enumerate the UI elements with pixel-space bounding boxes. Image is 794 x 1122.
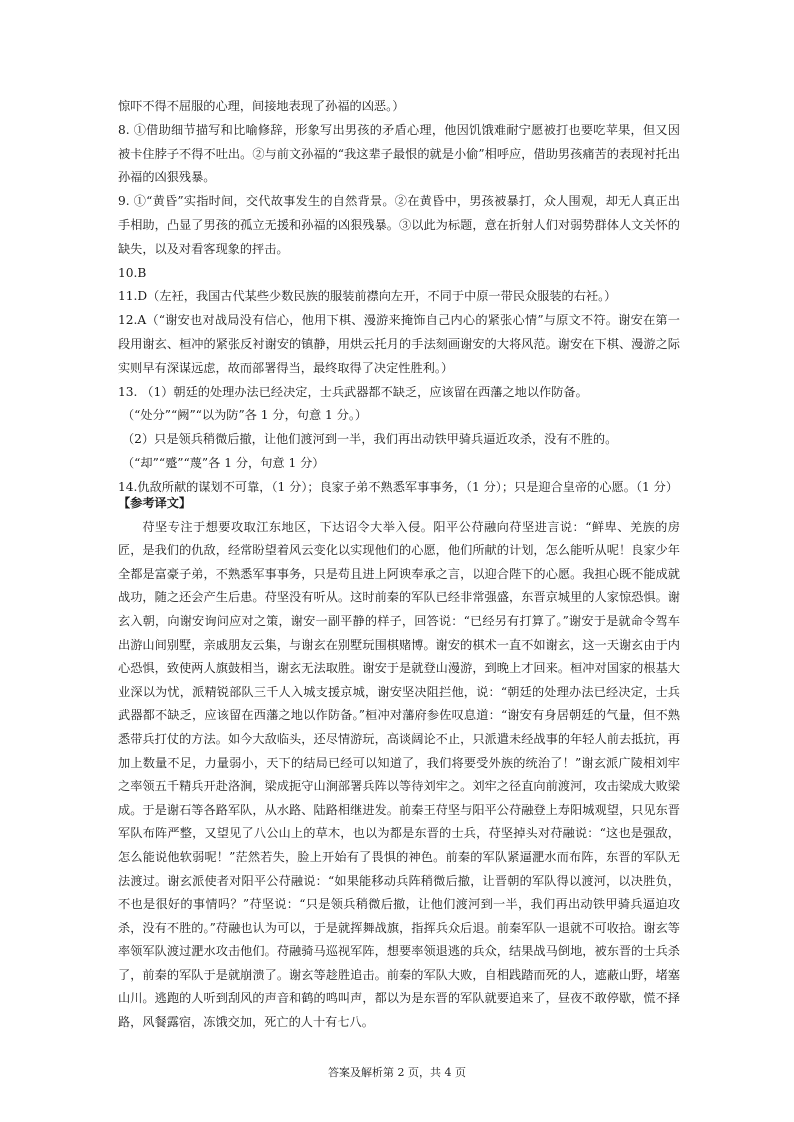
answer-13-part2-scoring: （“却”“蹙”“蔑”各 1 分，句意 1 分） — [122, 455, 325, 470]
answer-14: 14.仇敌所献的谋划不可靠，（1 分）；良家子弟不熟悉军事事务，（1 分）；只是迎合皇帝的心愿。（1 分） — [118, 479, 679, 494]
answer-section — [118, 95, 680, 500]
answer-7-tail: 惊吓不得不屈服的心理，间接地表现了孙福的凶恶。） — [118, 99, 405, 113]
answer-11: 11.D（左衽，我国古代某些少数民族的服装前襟向左开，不同于中原一带民众服装的右衽。） — [118, 289, 617, 304]
answer-10: 10.B — [118, 265, 147, 280]
reference-translation — [118, 492, 680, 1035]
translation-body: 苻坚专注于想要攻取江东地区，下达诏令大举入侵。阳平公苻融向苻坚进言说：“鲜卑、羌族的房匠，是我们的仇敌，经常盼望着风云变化以实现他们的心愿，他们所献的计划，怎么能听从呢！良家少年全都是富豪子弟，不熟悉军事事务，只是苟且进上阿谀奉承之言，以迎合陛下的心愿。我担心既不能成就战功，随之还会产生后患。苻坚没有听从。这时前秦的军队已经非常强盛，东晋京城里的人家惊恐惧。谢玄入朝，向谢安询问应对之策，谢安一副平静的样子，回答说：“已经另有打算了。”谢安于是就命令驾车出游山间别墅，亲戚朋友云集，与谢玄在别墅玩围棋赌博。谢安的棋术一直不如谢玄，这一天谢玄由于内心恐惧，致使两人旗鼓相当，谢玄无法取胜。谢安于是就登山漫游，到晚上才回来。桓冲对国家的根基大业深以为忧，派精锐部队三千人入城支援京城，谢安坚决阻拦他，说：“朝廷的处理办法已经决定，士兵武器都不缺乏，应该留在西藩之地以作防备。”桓冲对藩府参佐叹息道：“谢安有身居朝廷的气量，但不熟悉带兵打仗的方法。如今大敌临头，还尽情游玩，高谈阔论不止，只派遣未经战事的年轻人前去抵抗，再加上数量不足，力量弱小，天下的结局已经可以知道了，我们将要受外族的统治了！”谢玄派广陵相刘牢之率领五千精兵开赴洛涧，梁成扼守山涧部署兵阵以等待刘牢之。刘牢之径直向前渡河，攻击梁成大败梁成。于是谢石等各路军队，从水路、陆路相继进发。前秦王苻坚与阳平公苻融登上寿阳城观望，只见东晋军队布阵严整，又望见了八公山上的草木，也以为都是东晋的士兵，苻坚掉头对苻融说：“这也是强敌，怎么能说他软弱呢！”茫然若失，脸上开始有了畏惧的神色。前秦的军队紧逼淝水而布阵，东晋的军队无法渡过。谢玄派使者对阳平公苻融说：“如果能移动兵阵稍微后撤，让晋朝的军队得以渡河，以决胜负，不也是很好的事情吗？”苻坚说：“只是领兵稍微后撤，让他们渡河到一半，我们再出动铁甲骑兵逼迫攻杀，没有不胜的。”苻融也认为可以，于是就挥舞战旗，指挥兵众后退。前秦军队一退就不可收拾。谢玄等率领军队渡过淝水攻击他们。苻融骑马巡视军阵，想要率领退逃的兵众，结果战马倒地，被东晋的士兵杀了，前秦的军队于是就崩溃了。谢玄等趁胜追击。前秦的军队大败，自相践踏而死的人，遮蔽山野，堵塞山川。逃跑的人听到刮风的声音和鹤的鸣叫声，都以为是东晋的军队就要追来了，昼夜不敢停歇，慌不择路，风餐露宿，冻饿交加，死亡的人十有七八。 — [118, 519, 680, 1030]
translation-heading: 【参考译文】 — [118, 496, 192, 510]
page-footer: 答案及解析第 2 页，共 4 页 — [328, 1066, 466, 1079]
answer-13-part2: （2）只是领兵稍微后撤，让他们渡河到一半，我们再出动铁甲骑兵逼近攻杀，没有不胜的。 — [122, 432, 618, 447]
answer-8: 8. ①借助细节描写和比喻修辞，形象写出男孩的矛盾心理，他因饥饿难耐宁愿被打也要吃苹果，但又因被卡住脖子不得不吐出。②与前文孙福的“我这辈子最恨的就是小偷”相呼应，借助男孩痛苦的表现衬托出孙福的凶狠残暴。 — [118, 122, 680, 185]
answer-13-part1: 13. （1）朝廷的处理办法已经决定，士兵武器都不缺乏，应该留在西藩之地以作防备。 — [118, 384, 588, 399]
answer-13-part1-scoring: （“处分”“阙”“以为防”各 1 分，句意 1 分。） — [122, 408, 368, 423]
answer-9: 9. ①“黄昏”实指时间，交代故事发生的自然背景。②在黄昏中，男孩被暴打，众人围观，却无人真正出手相助，凸显了男孩的孤立无援和孙福的凶狠残暴。③以此为标题，意在折射人们对弱势群体人文关怀的缺失，以及对看客现象的抨击。 — [118, 194, 680, 256]
answer-12: 12.A（“谢安也对战局没有信心，他用下棋、漫游来掩饰自己内心的紧张心情”与原文不符。谢安在第一段用谢玄、桓冲的紧张反衬谢安的镇静，用烘云托月的手法刻画谢安的大将风范。谢安在下棋、漫游之际实则早有深谋远虑，故而部署得当，最终取得了决定性胜利。） — [118, 313, 680, 375]
